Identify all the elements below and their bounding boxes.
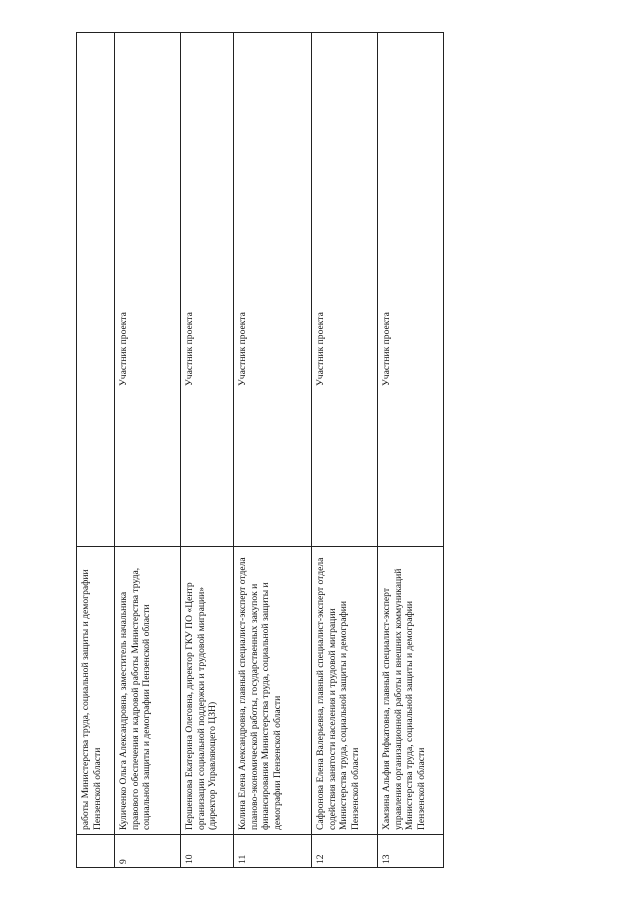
member-role: [77, 33, 115, 547]
row-number: 13: [378, 835, 444, 868]
row-number: 10: [181, 835, 234, 868]
row-number: 11: [234, 835, 312, 868]
member-description: Куличенко Ольга Александровна, заместитель начальника правового обеспечения и кадровой работы Министерства труда, социальной защиты и демографии Пензенской области: [115, 547, 181, 835]
row-number: 12: [312, 835, 378, 868]
table-row: [312, 33, 378, 868]
table-row: [234, 33, 312, 868]
member-description: Хамзина Альфия Рифкатовна, главный специалист-эксперт управления организационной работы и внешних коммуникаций Министерства труда, социальной защиты и демографии Пензенской области: [378, 547, 444, 835]
table-row: [181, 33, 234, 868]
member-role: Участник проекта: [181, 33, 234, 547]
rotated-page-content: [76, 33, 446, 868]
row-number: 9: [115, 835, 181, 868]
project-team-table: [76, 32, 444, 868]
table-row: [115, 33, 181, 868]
member-role: Участник проекта: [312, 33, 378, 547]
table-row: [378, 33, 444, 868]
member-description: Сафронова Елена Валерьевна, главный специалист-эксперт отдела содействия занятости населения и трудовой миграции Министерства труда, социальной защиты и демографии Пензенской области: [312, 547, 378, 835]
member-description: Колина Елена Александровна, главный специалист-эксперт отдела планово-экономической работы, государственных закупок и финансирования Министерства труда, социальной защиты и демографии Пензенской области: [234, 547, 312, 835]
member-description: работы Министерства труда, социальной защиты и демографии Пензенской области: [77, 547, 115, 835]
table-row: [77, 33, 115, 868]
member-role: Участник проекта: [115, 33, 181, 547]
member-role: Участник проекта: [234, 33, 312, 547]
member-description: Першенкова Екатерина Олеговна, директор ГКУ ПО «Центр организации социальной поддержки и трудовой миграции» (директор Управляющего ЦЗН): [181, 547, 234, 835]
row-number: [77, 835, 115, 868]
member-role: Участник проекта: [378, 33, 444, 547]
